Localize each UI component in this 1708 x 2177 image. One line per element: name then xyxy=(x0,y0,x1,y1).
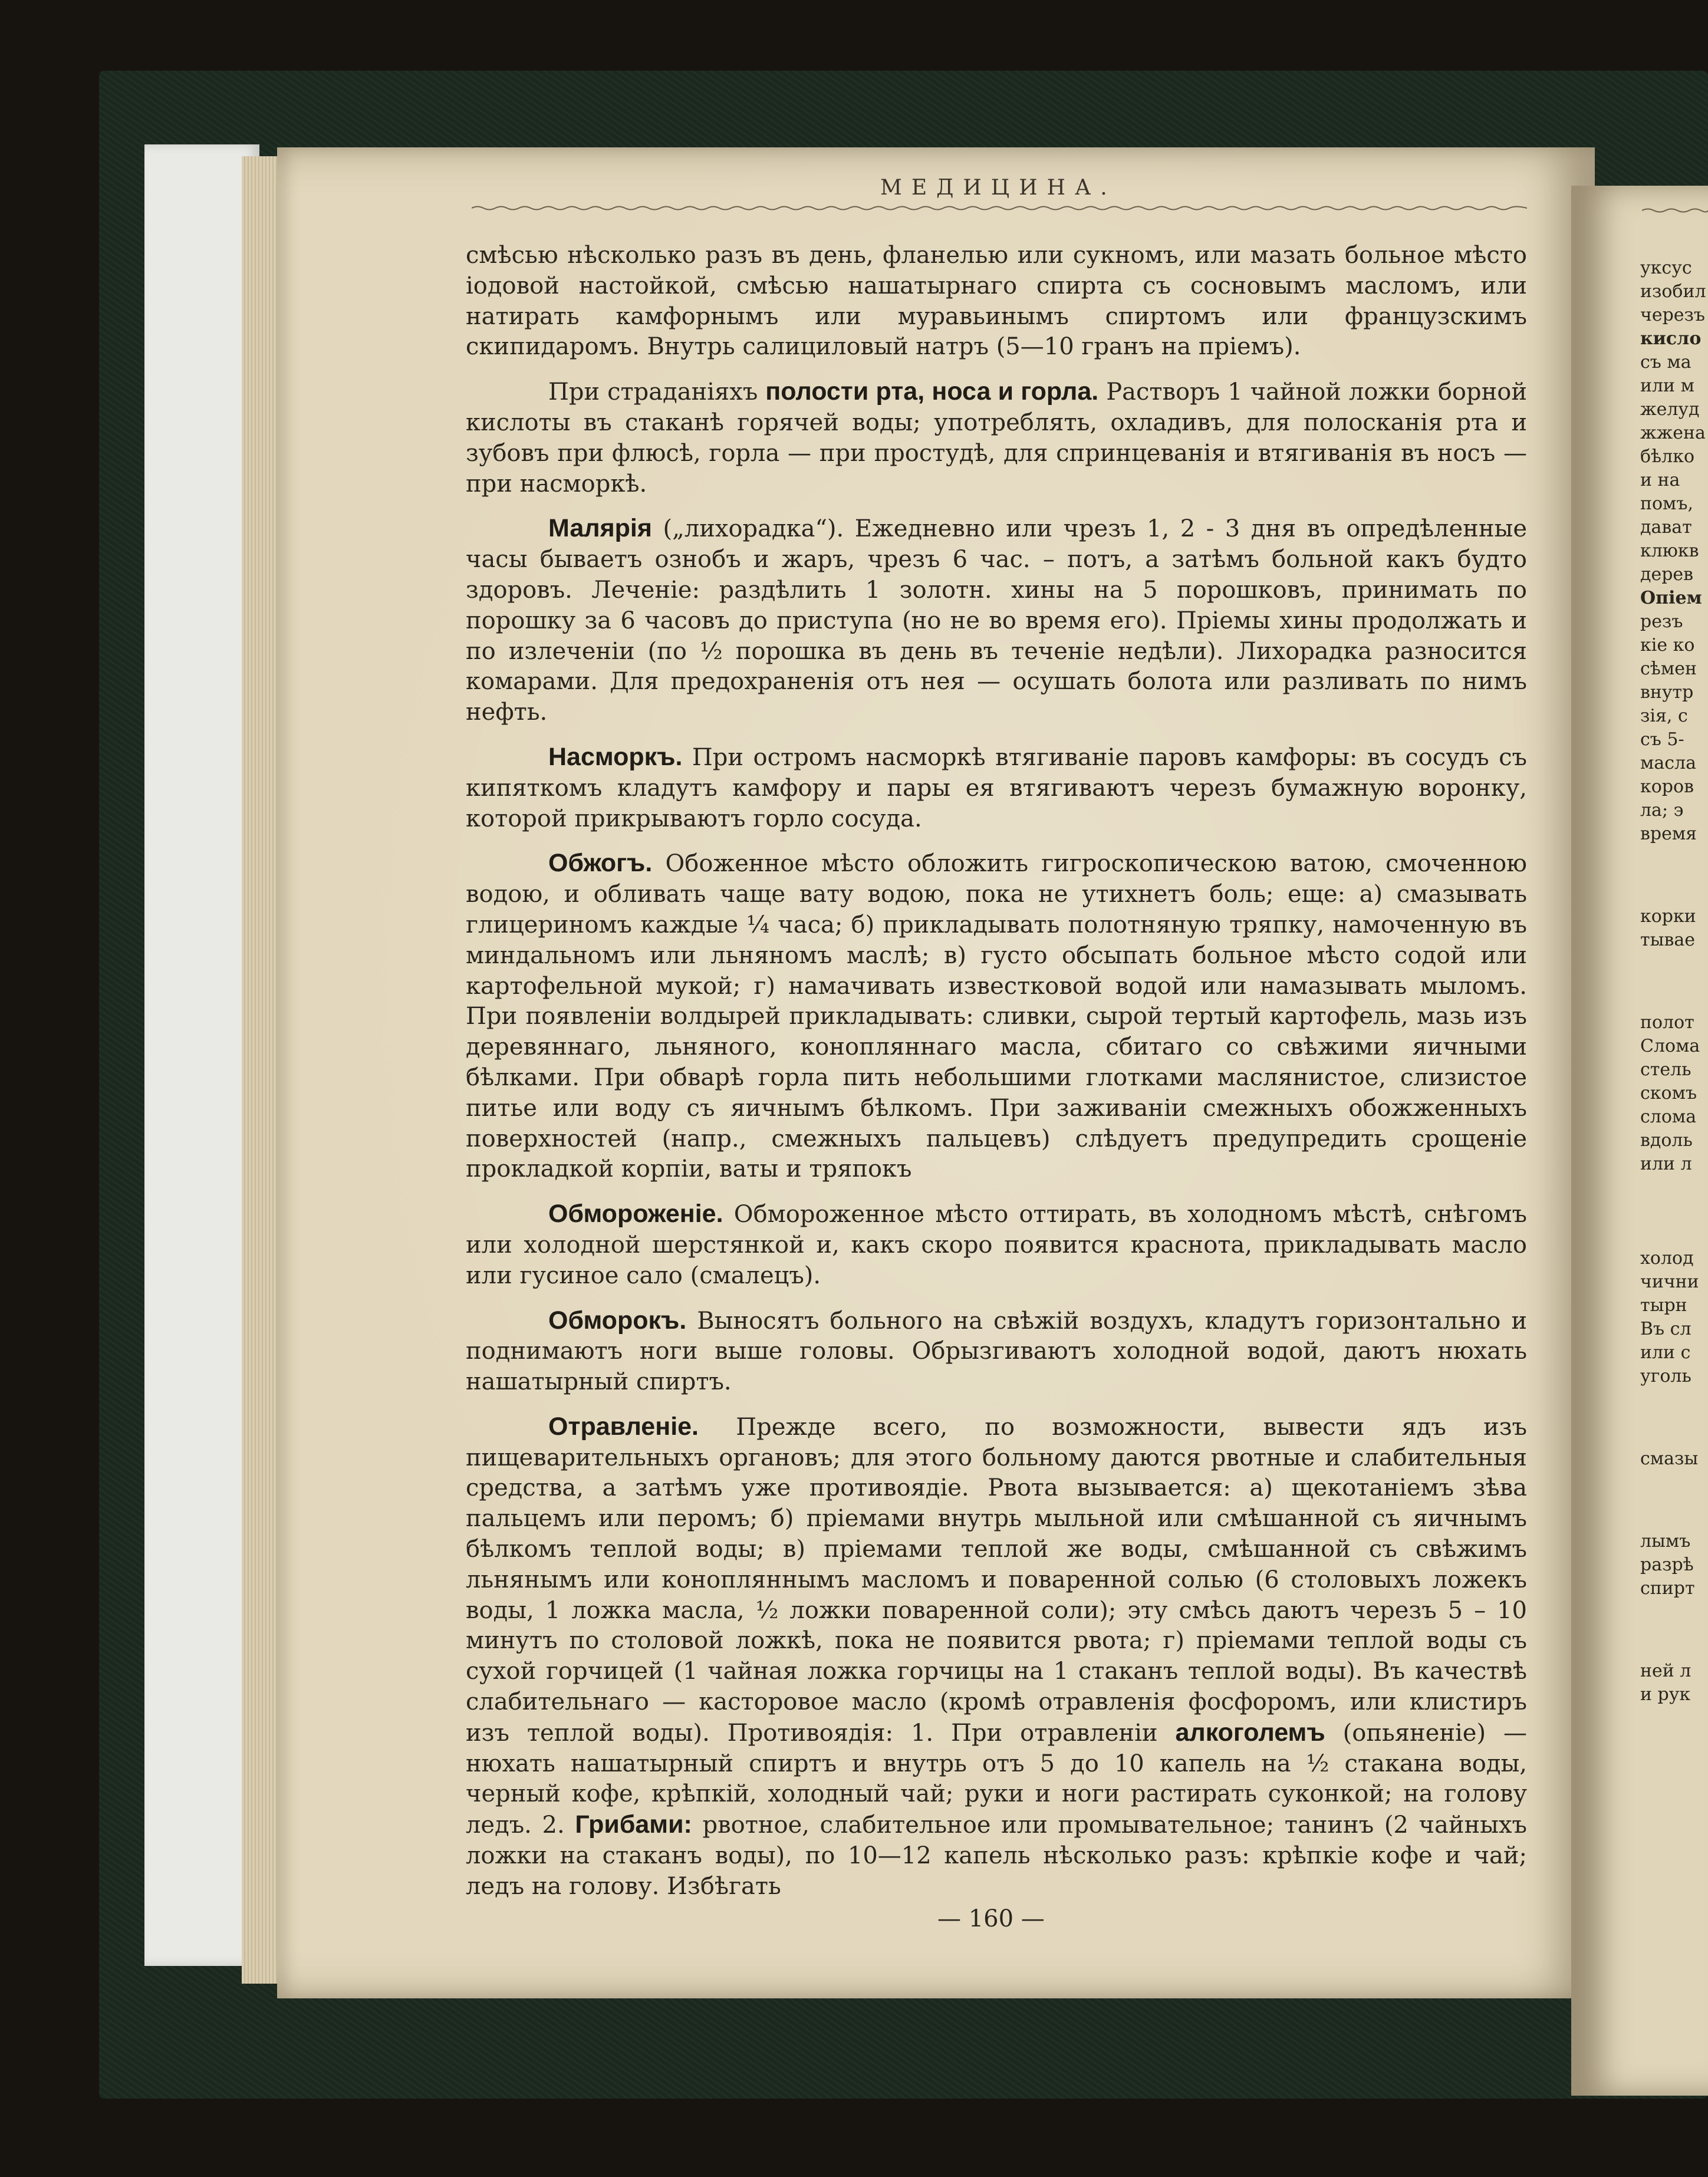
inline-heading-mushrooms: Грибами: xyxy=(575,1810,692,1839)
paragraph-text: При остромъ насморкѣ втягиванiе паровъ камфоры: въ сосудъ съ кипяткомъ кладутъ камфору и пары ея втягиваютъ черезъ бумажную воронку, которой прикрываютъ горло сосуда. xyxy=(466,743,1527,832)
fragment: и рук xyxy=(1640,1684,1691,1705)
fragment: ней л xyxy=(1640,1661,1691,1681)
right-page-text-fragments xyxy=(1640,256,1708,1707)
fragment: зiя, с xyxy=(1640,706,1688,726)
paragraph-frostbite xyxy=(466,1199,1527,1291)
paragraph-poisoning xyxy=(466,1412,1527,1902)
fragment: вдоль xyxy=(1640,1130,1693,1151)
paragraph-text: рвотное, слабительное или промывательное; танинъ (2 чайныхъ ложки на стаканъ воды), по 10—12 капель нѣсколько разъ: крѣпкiе кофе и чай; ледъ на голову. Избѣгать xyxy=(466,1812,1527,1900)
fragment: дерев xyxy=(1640,564,1694,585)
fragment: коров xyxy=(1640,776,1694,797)
fragment: и на xyxy=(1640,470,1680,490)
fragment: уксус xyxy=(1640,258,1692,278)
fragment: разрѣ xyxy=(1640,1554,1694,1575)
fragment: Опiем xyxy=(1640,588,1702,608)
fragment: изобил xyxy=(1640,281,1706,302)
paragraph-fainting xyxy=(466,1306,1527,1398)
entry-heading: Насморкъ. xyxy=(548,742,683,771)
fragment: масла xyxy=(1640,753,1696,773)
fragment: или л xyxy=(1640,1154,1692,1174)
paragraph-text: смѣсью нѣсколько разъ въ день, фланелью или сукномъ, или мазать больное мѣсто iодовой настойкой, смѣсью нашатырнаго спирта съ сосновымъ масломъ, или натирать камфорнымъ или муравьинымъ спиртомъ или французскимъ скипидаромъ. Внутрь салициловый натръ (5—10 гранъ на прiемъ). xyxy=(466,242,1527,361)
paragraph-pre: При страданiяхъ xyxy=(548,378,766,406)
paragraph-runny-nose xyxy=(466,742,1527,834)
fragment: кисло xyxy=(1640,328,1702,349)
fragment: внутр xyxy=(1640,682,1694,703)
fragment: клюкв xyxy=(1640,541,1699,561)
fragment: тырн xyxy=(1640,1295,1687,1316)
fragment: желуд xyxy=(1640,399,1700,420)
running-head: МЕДИЦИНА. xyxy=(880,176,1117,200)
paragraph-rheumatism-cont xyxy=(466,241,1527,363)
fragment: время xyxy=(1640,824,1697,844)
fragment: помъ, xyxy=(1640,493,1694,514)
entry-heading: полости рта, носа и горла. xyxy=(765,377,1099,406)
paragraph-text: Растворъ 1 чайной ложки борной кислоты въ стаканѣ горячей воды; употреблять, охладивъ, для полосканiя рта и зубовъ при флюсѣ, горла — при простудѣ, для спринцеванiя и втягиванiя въ носъ — при насморкѣ. xyxy=(466,378,1528,498)
fragment: черезъ xyxy=(1640,305,1705,325)
fragment: уголь xyxy=(1640,1366,1691,1386)
fragment: слома xyxy=(1640,1106,1697,1127)
main-text xyxy=(466,241,1527,1916)
fragment: Слома xyxy=(1640,1036,1700,1056)
fragment: или м xyxy=(1640,376,1694,396)
page-number: — 160 — xyxy=(937,1905,1045,1932)
entry-heading: Малярiя xyxy=(548,514,652,543)
paragraph-mouth-nose-throat xyxy=(466,377,1527,499)
fragment: или с xyxy=(1640,1342,1691,1363)
entry-heading: Обжогъ. xyxy=(548,849,653,878)
fragment: дават xyxy=(1640,517,1692,538)
fragment: полот xyxy=(1640,1012,1694,1033)
fragment: скомъ xyxy=(1640,1083,1697,1104)
fragment: кiе ко xyxy=(1640,635,1695,656)
head-ornament-rule xyxy=(472,205,1527,211)
fragment: сѣмен xyxy=(1640,658,1697,679)
paragraph-text: (опьяненiе) — нюхать нашатырный спиртъ и внутрь отъ 5 до 10 капель на ½ стакана воды, черный кофе, крѣпкiй, холодный чай; руки и ноги растирать суконкой; на голову ледъ. 2. xyxy=(466,1719,1528,1839)
entry-heading: Отравленiе. xyxy=(548,1412,699,1441)
inline-heading-alcohol: алкоголемъ xyxy=(1175,1718,1325,1747)
fragment: спирт xyxy=(1640,1578,1695,1599)
paragraph-text: („лихорадка“). Ежедневно или чрезъ 1, 2 - 3 дня въ опредѣленные часы бываетъ ознобъ и жаръ, чрезъ 6 час. – потъ, а затѣмъ больной какъ будто здоровъ. Леченiе: раздѣлить 1 золотн. хины на 5 порошковъ, принимать по порошку за 6 часовъ до приступа (но не во время его). Прiемы хины продолжать и по излеченiи (по ½ порошка въ день въ теченiе недѣли). Лихорадка разносится комарами. Для предохраненiя отъ нея — осушать болота или разливать по нимъ нефть. xyxy=(466,515,1527,726)
fragment: корки xyxy=(1640,906,1696,927)
fragment: тывае xyxy=(1640,930,1696,950)
fragment: чични xyxy=(1640,1272,1699,1292)
right-head-ornament xyxy=(1642,208,1708,213)
fragment: жжена xyxy=(1640,423,1706,443)
paragraph-text: Обмороженное мѣсто оттирать, въ холодномъ мѣстѣ, снѣгомъ или холодной шерстянкой и, какъ скоро появится краснота, прикладывать масло или гусиное сало (смалецъ). xyxy=(466,1201,1527,1289)
paragraph-text: Прежде всего, по возможности, вывести ядъ изъ пищеварительныхъ органовъ; для этого больному даются рвотные и слабительныя средства, а затѣмъ уже противоядiе. Рвота вызывается: а) щекотанiемъ зѣва пальцемъ или перомъ; б) прiемами внутрь мыльной или смѣшанной съ яичнымъ бѣлкомъ теплой воды; в) прiемами теплой же воды, смѣшанной съ свѣжимъ льнянымъ или конопляннымъ масломъ и поваренной солью (6 столовыхъ ложекъ воды, 1 ложка масла, ½ ложки поваренной соли); эту смѣсь даютъ черезъ 5 – 10 минутъ по столовой ложкѣ, пока не появится рвота; г) прiемами теплой воды съ сухой горчицей (1 чайная ложка горчицы на 1 стаканъ теплой воды). Въ качествѣ слабительнаго — касторовое масло (кромѣ отравленiя фосфоромъ, или клистиръ изъ теплой воды). Противоядiя: 1. При отравленiи xyxy=(466,1413,1527,1747)
paragraph-text: Обоженное мѣсто обложить гигроскопическою ватою, смоченною водою, и обливать чаще вату водою, пока не утихнетъ боль; еще: а) смазывать глицериномъ каждые ¼ часа; б) прикладывать полотняную тряпку, намоченную въ миндальномъ или льняномъ маслѣ; в) густо обсыпать больное мѣсто содой или картофельной мукой; г) намачивать известковой водой или намазывать мыломъ. При появленiи волдырей прикладывать: сливки, сырой тертый картофель, мазь изъ деревяннаго, льняного, конопляннаго масла, сбитаго со свѣжими яичными бѣлками. При обварѣ горла пить небольшими глотками маслянистое, слизистое питье или воду съ яичнымъ бѣлкомъ. При заживанiи смежныхъ обожженныхъ поверхностей (напр., смежныхъ пальцевъ) слѣдуетъ предупредить срощенiе прокладкой корпiи, ваты и тряпокъ xyxy=(466,850,1527,1183)
paragraph-text: Выносятъ больного на свѣжiй воздухъ, кладутъ горизонтально и поднимаютъ ноги выше головы. Обрызгиваютъ холодной водой, даютъ нюхать нашатырный спиртъ. xyxy=(466,1307,1527,1396)
fragment: смазы xyxy=(1640,1448,1699,1469)
entry-heading: Обморокъ. xyxy=(548,1306,687,1335)
entry-heading: Обмороженiе. xyxy=(548,1200,723,1229)
fragment: съ 5- xyxy=(1640,729,1684,750)
fragment: ла; э xyxy=(1640,800,1684,821)
fragment: лымъ xyxy=(1640,1531,1691,1552)
fragment: Въ сл xyxy=(1640,1319,1691,1339)
fragment: стель xyxy=(1640,1059,1691,1080)
paragraph-malaria xyxy=(466,513,1527,728)
fragment: съ ма xyxy=(1640,352,1691,373)
paragraph-burn xyxy=(466,848,1527,1185)
fragment: резъ xyxy=(1640,611,1683,632)
fragment: бѣлко xyxy=(1640,446,1695,467)
fragment: холод xyxy=(1640,1248,1694,1269)
